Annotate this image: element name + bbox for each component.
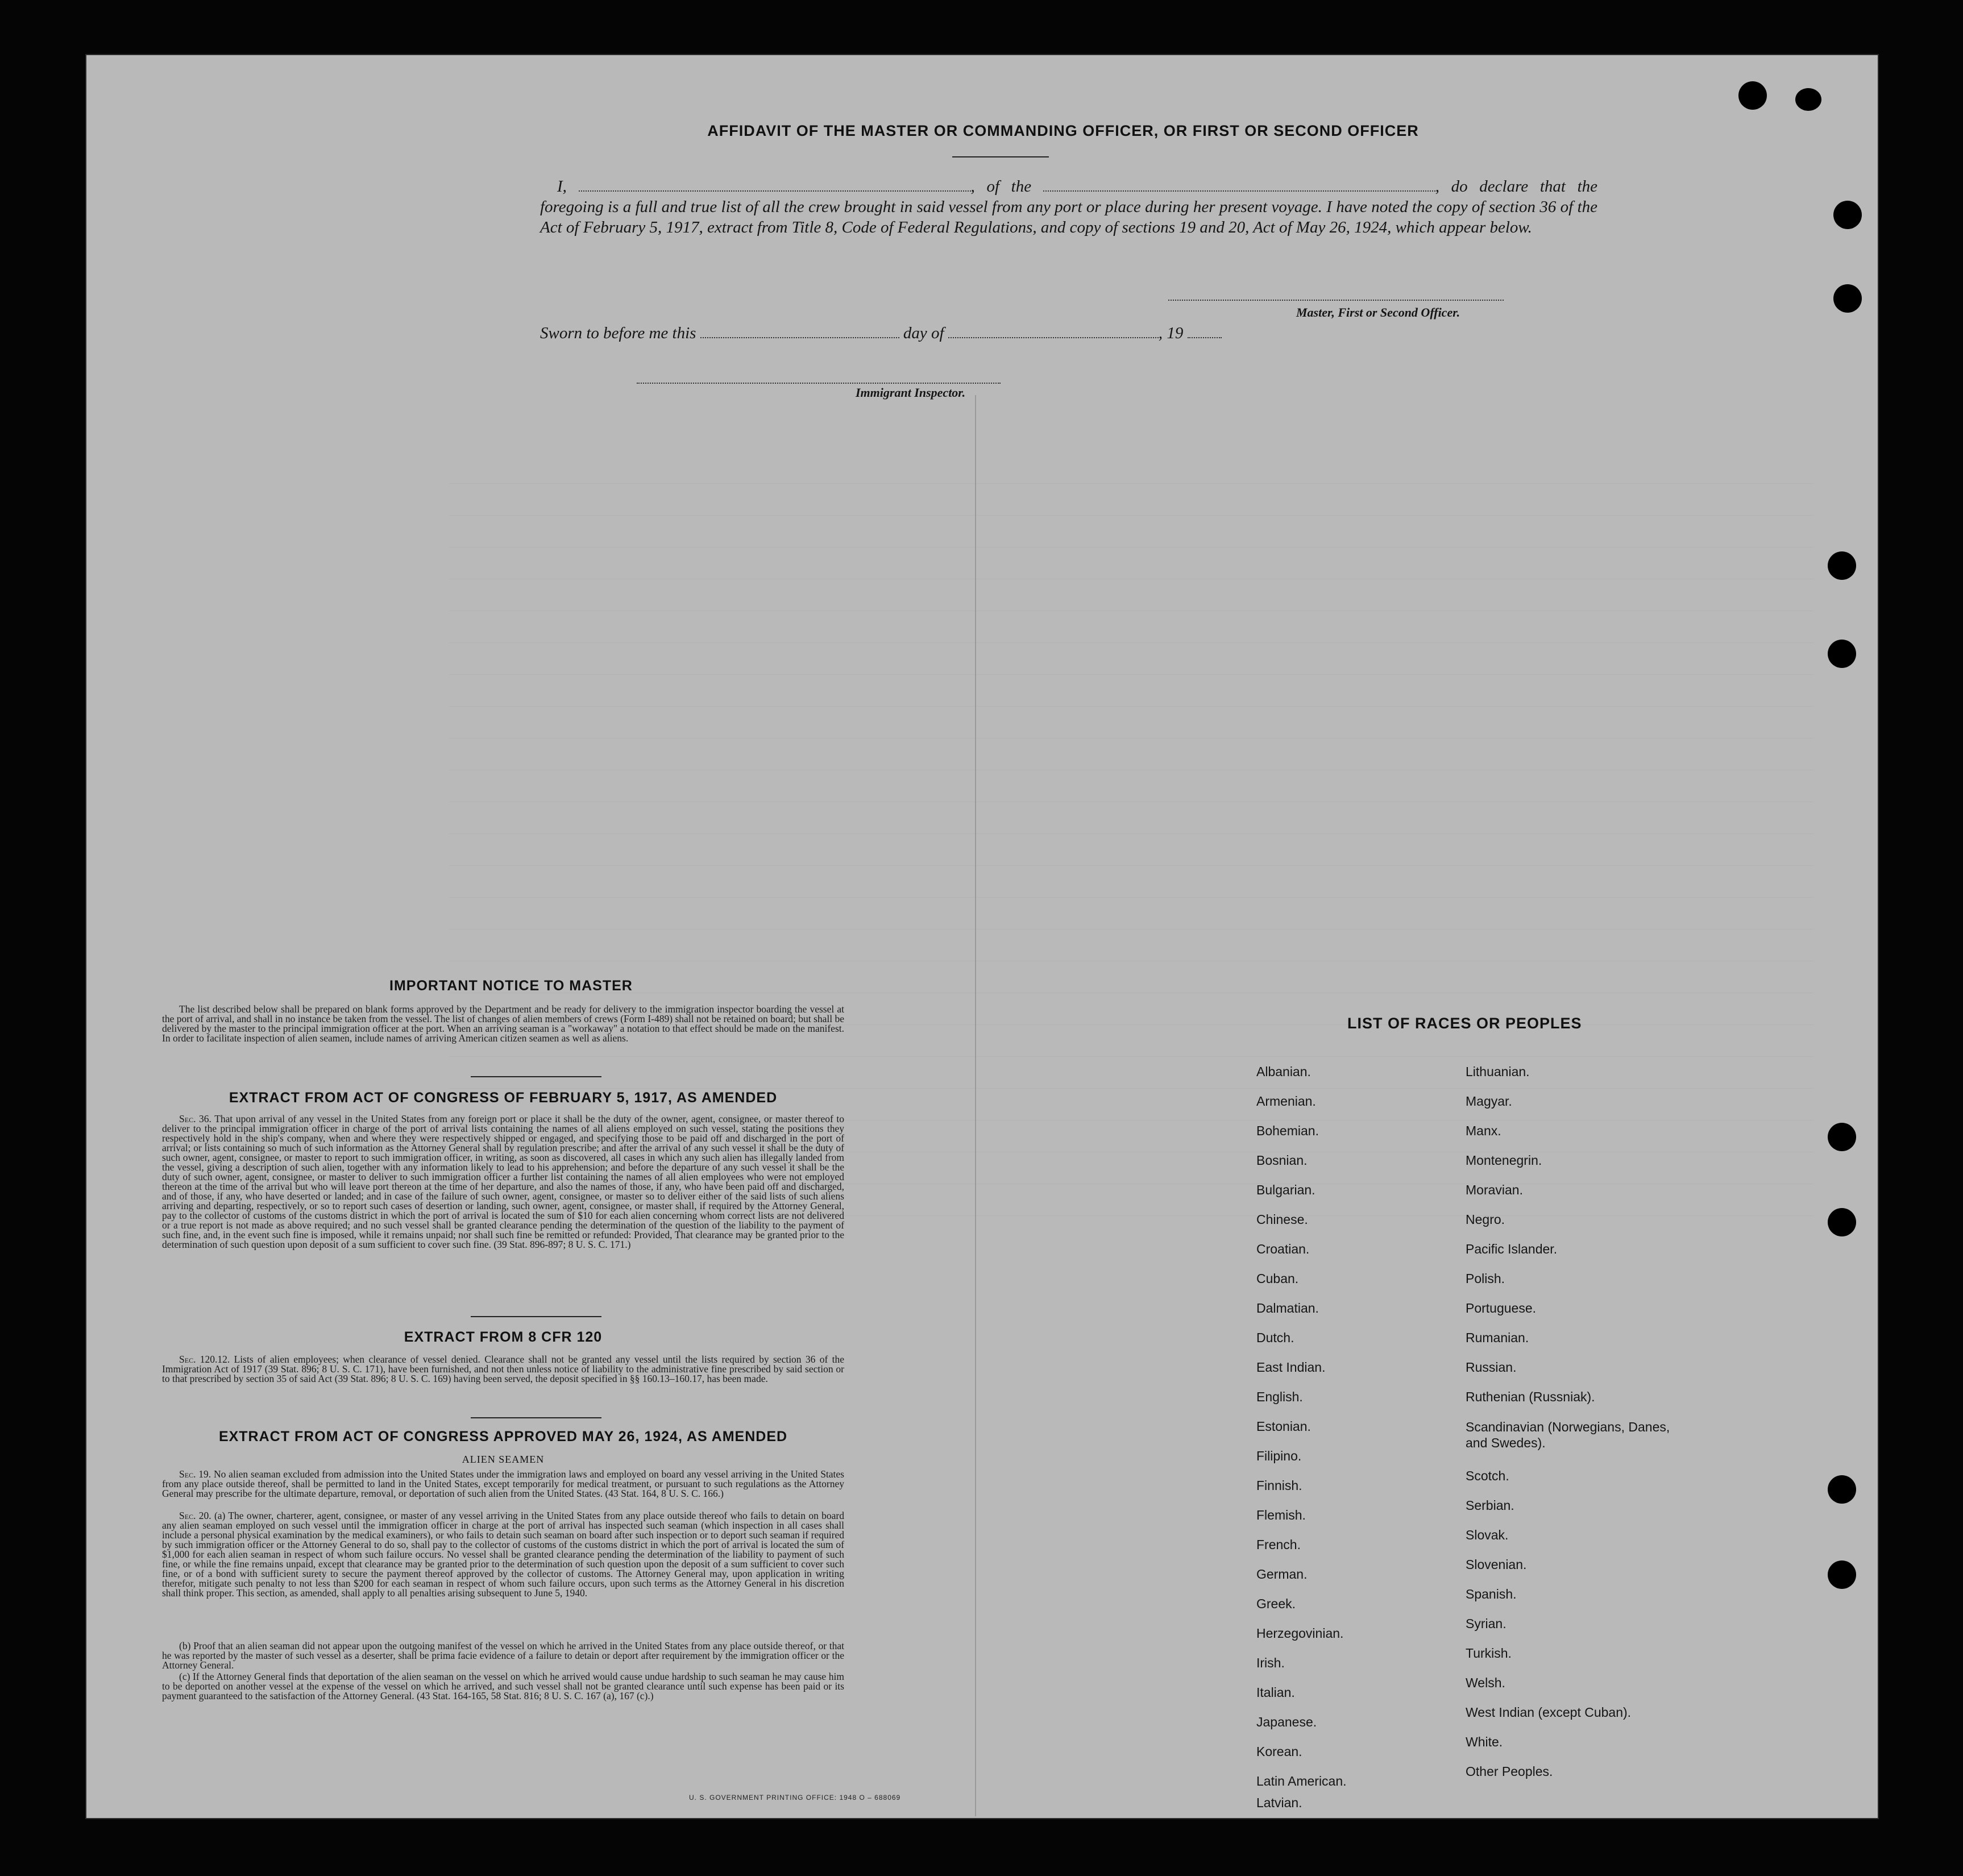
race-item: Lithuanian.: [1466, 1064, 1530, 1079]
inspector-caption: Immigrant Inspector.: [856, 385, 966, 400]
race-item: Dutch.: [1256, 1330, 1294, 1345]
race-item: Moravian.: [1466, 1182, 1523, 1197]
race-item: Flemish.: [1256, 1508, 1306, 1522]
sec-120-label: Sec. 120.12.: [179, 1354, 230, 1365]
race-item: Manx.: [1466, 1123, 1501, 1138]
divider-rule: [471, 1076, 601, 1077]
sec-19-label: Sec. 19.: [179, 1468, 211, 1480]
race-item: Albanian.: [1256, 1064, 1311, 1079]
binder-hole: [1828, 1123, 1856, 1151]
binder-hole: [1738, 81, 1767, 110]
race-item: Spanish.: [1466, 1587, 1517, 1601]
race-item: Slovak.: [1466, 1528, 1509, 1542]
race-item: Syrian.: [1466, 1616, 1507, 1631]
printer-line: U. S. GOVERNMENT PRINTING OFFICE: 1948 O – 688069: [689, 1794, 901, 1802]
sworn-day-field[interactable]: [700, 327, 899, 338]
race-item: Latin American.: [1256, 1774, 1347, 1788]
race-item: Bosnian.: [1256, 1153, 1308, 1168]
race-item: Pacific Islander.: [1466, 1242, 1558, 1256]
race-item: English.: [1256, 1389, 1303, 1404]
sworn-year: , 19: [1158, 324, 1184, 342]
race-item: Scotch.: [1466, 1468, 1509, 1483]
decl-of-the: , of the: [970, 177, 1032, 196]
race-item: White.: [1466, 1734, 1503, 1749]
sec-20-label: Sec. 20.: [179, 1510, 211, 1521]
race-item: Rumanian.: [1466, 1330, 1529, 1345]
master-caption: Master, First or Second Officer.: [1296, 305, 1460, 319]
binder-hole: [1833, 284, 1862, 313]
binder-hole: [1828, 1208, 1856, 1236]
divider-rule: [471, 1316, 601, 1317]
race-item: Negro.: [1466, 1212, 1505, 1227]
binder-hole: [1795, 88, 1821, 111]
sworn-prefix: Sworn to before me this: [540, 324, 696, 342]
race-item: Other Peoples.: [1466, 1764, 1553, 1779]
extract-cfr-title: EXTRACT FROM 8 CFR 120: [404, 1329, 603, 1345]
sec-19-text: No alien seaman excluded from admission into the United States under the immigration laws and employed on board any vessel arriving in the United States from any place outside thereof, shall be permitted to land in the United States, except temporarily for medical treatment, or pursuant to such regulations as the Attorney General may prescribe for the ultimate departure, removal, or deportation of such alien from the United States. (43 Stat. 164, 8 U. S. C. 166.): [162, 1468, 844, 1499]
race-item: Irish.: [1256, 1655, 1285, 1670]
extract-1917-text: [162, 1114, 844, 1250]
affidavit-title: AFFIDAVIT OF THE MASTER OR COMMANDING OFFICER, OR FIRST OR SECOND OFFICER: [707, 122, 1419, 139]
race-item: Slovenian.: [1466, 1557, 1527, 1572]
race-item: Bulgarian.: [1256, 1182, 1315, 1197]
sec-20a-text: (a) The owner, charterer, agent, consignee, or master of any vessel arriving in the United States from any place outside thereof who fails to detain on board any alien seaman employed on such vessel until the immigration officer in charge at the port of arrival has inspected such seaman (which inspection in all cases shall include a personal physical examination by the medical examiners), or who fails to detain such seaman on board after such inspection or to deport such seaman if required by such immigration officer or the Attorney General to do so, shall pay to the collector of customs of the customs district in which the port of arrival is located the sum of $1,000 for each alien seaman in respect of whom such failure occurs. No vessel shall be granted clearance pending the determination of the liability to payment of such fine, or while the fine remains unpaid, except that clearance may be granted prior to the determination of such question upon the deposit of a sum sufficient to cover such fine, or of a bond with sufficient surety to secure the payment thereof approved by the collector of customs. The Attorney General may, upon application in writing therefor, mitigate such penalty to not less than $200 for each seaman in respect of whom such failure occurs, upon such terms as the Attorney General in his discretion shall think proper. This section, as amended, shall apply to all penalties arising subsequent to June 5, 1940.: [162, 1510, 844, 1599]
form-sheet: [85, 54, 1879, 1819]
sec-36-label: Sec. 36.: [179, 1113, 211, 1124]
race-item: Italian.: [1256, 1685, 1295, 1700]
race-item: Scandinavian (Norwegians, Danes, and Swedes).: [1466, 1420, 1670, 1450]
race-item: East Indian.: [1256, 1360, 1326, 1375]
notice-title: IMPORTANT NOTICE TO MASTER: [389, 978, 633, 994]
inspector-signature-line[interactable]: [637, 383, 1001, 384]
extract-cfr-text: [162, 1355, 844, 1384]
extract-1917-title: EXTRACT FROM ACT OF CONGRESS OF FEBRUARY 5, 1917, AS AMENDED: [229, 1090, 778, 1106]
extract-1924-title: EXTRACT FROM ACT OF CONGRESS APPROVED MAY 26, 1924, AS AMENDED: [218, 1429, 788, 1445]
binder-hole: [1833, 201, 1862, 229]
race-item: Cuban.: [1256, 1271, 1299, 1286]
vessel-field[interactable]: [1043, 180, 1435, 192]
races-title: LIST OF RACES OR PEOPLES: [1347, 1015, 1582, 1032]
center-fold: [975, 395, 976, 1816]
decl-do-declare: , do declare: [1435, 177, 1529, 196]
decl-body: that the foregoing is a full and true list of all the crew brought in said vessel from any port or place during her present voyage. I have noted the copy of section 36 of the Act of February 5, 1917, extract from Title 8, Code of Federal Regulations, and copy of sections 19 and 20, Act of May 26, 1924, which appear below.: [540, 177, 1598, 236]
sec-20b-paragraph: (b) Proof that an alien seaman did not appear upon the outgoing manifest of the vessel on which he arrived in the United States from any place outside thereof, or that he was reported by the master of such vessel as a deserter, shall be prima facie evidence of a failure to detain or deport after requirement by the immigration officer or the Attorney General.: [162, 1640, 844, 1671]
race-item: Russian.: [1466, 1360, 1517, 1375]
sec-36-text: That upon arrival of any vessel in the United States from any foreign port or place it shall be the duty of the owner, agent, consignee, or master thereof to deliver to the principal immigration officer in charge of the port of arrival lists containing the names of all aliens employed on such vessel, stating the positions they respectively hold in the ship's company, when and where they were respectively shipped or engaged, and specifying those to be paid off and discharged in the port of arrival; or lists containing so much of such information as the Attorney General shall by regulation prescribe; and after the arrival of any such vessel it shall be the duty of such owner, agent, consignee, or master to report to such immigration officer, in writing, as soon as discovered, all cases in which any such alien has illegally landed from the vessel, giving a description of such alien, together with any information likely to lead to his apprehension; and before the departure of any such vessel it shall be the duty of such owner, agent, consignee, or master to deliver to such immigration officer a further list containing the names of all alien employees who were not employed thereon at the time of the arrival but who will leave port thereon at the time of her departure, and also the names of those, if any, who have been paid off and discharged, and of those, if any, who have deserted or landed; and in case of the failure of such owner, agent, consignee, or master so to deliver either of the said lists of such aliens arriving and departing, respectively, or so to report such cases of desertion or landing, such owner, agent, consignee, or master shall, if required by the Attorney General, pay to the collector of customs of the customs district in which the port of arrival is located the sum of $10 for each alien concerning whom correct lists are not delivered or a true report is not made as above required; and no such vessel shall be granted clearance pending the determination of the question of the liability to the payment of such fine, and, in the event such fine is imposed, while it remains unpaid; nor shall such fine be remitted or refunded: Provided, That clearance may be granted prior to the determination of such question upon deposit of a sum sufficient to cover such fine. (39 Stat. 896-897; 8 U. S. C. 171.): [162, 1113, 844, 1250]
race-item: Korean.: [1256, 1744, 1302, 1759]
divider-rule: [471, 1417, 601, 1418]
race-item: French.: [1256, 1537, 1301, 1552]
race-item: Estonian.: [1256, 1419, 1311, 1434]
race-item: Greek.: [1256, 1596, 1296, 1611]
sec-19-paragraph: [162, 1470, 844, 1499]
race-item: Dalmatian.: [1256, 1301, 1319, 1315]
race-item: Polish.: [1466, 1271, 1505, 1286]
race-item: Armenian.: [1256, 1094, 1316, 1109]
sec-20a-paragraph: [162, 1511, 844, 1598]
race-item: Finnish.: [1256, 1478, 1302, 1493]
sworn-line: [540, 324, 1222, 343]
sec-120-text: Lists of alien employees; when clearance of vessel denied. Clearance shall not be granted any vessel until the lists required by section 36 of the Immigration Act of 1917 (39 Stat. 896; 8 U. S. C. 171), have been furnished, and not then unless notice of liability to the administrative fine prescribed by said section or to that prescribed by section 35 of said Act (39 Stat. 896; 8 U. S. C. 169) having been served, the deposit specified in §§ 160.13–160.17, has been made.: [162, 1354, 844, 1384]
decl-i: I,: [557, 177, 567, 196]
race-item: West Indian (except Cuban).: [1466, 1705, 1632, 1720]
race-item: German.: [1256, 1567, 1308, 1582]
sworn-day-of: day of: [903, 324, 944, 342]
master-signature-line[interactable]: [1168, 300, 1504, 301]
binder-hole: [1828, 551, 1856, 580]
race-item: Croatian.: [1256, 1242, 1310, 1256]
name-field[interactable]: [579, 180, 971, 192]
binder-hole: [1828, 1475, 1856, 1504]
race-item: Magyar.: [1466, 1094, 1512, 1109]
race-item: Montenegrin.: [1466, 1153, 1542, 1168]
sec-20c-paragraph: (c) If the Attorney General finds that deportation of the alien seaman on the vessel on which he arrived would cause undue hardship to such seaman he may cause him to be deported on another vessel at the expense of the vessel on which he arrived, and such vessel shall not be granted clearance until such expense has been paid or its payment guaranteed to the satisfaction of the Attorney General. (43 Stat. 164-165, 58 Stat. 816; 8 U. S. C. 167 (a), 167 (c).): [162, 1671, 844, 1701]
extract-1924-subtitle: ALIEN SEAMEN: [462, 1454, 545, 1465]
race-item: Chinese.: [1256, 1212, 1308, 1227]
race-item: Filipino.: [1256, 1448, 1302, 1463]
sworn-year-field[interactable]: [1188, 327, 1222, 338]
binder-hole: [1828, 1560, 1856, 1589]
race-item: Herzegovinian.: [1256, 1626, 1344, 1641]
race-item: Portuguese.: [1466, 1301, 1537, 1315]
race-item: Turkish.: [1466, 1646, 1512, 1661]
race-item: Bohemian.: [1256, 1123, 1319, 1138]
race-item: Welsh.: [1466, 1675, 1505, 1690]
sworn-month-field[interactable]: [948, 327, 1159, 338]
binder-hole: [1828, 640, 1856, 668]
race-item: Serbian.: [1466, 1498, 1514, 1513]
declaration-text: [540, 176, 1597, 238]
race-item: Japanese.: [1256, 1715, 1317, 1729]
title-rule: [952, 156, 1049, 157]
notice-text: The list described below shall be prepared on blank forms approved by the Department and be ready for delivery to the immigration inspector boarding the vessel at the port of arrival, and shall in no instance be taken from the vessel. The list of changes of alien members of crews (Form I-489) shall not be retained on board; but shall be delivered by the master to the principal immigration officer at the port. When an arriving seaman is a "workaway" a notation to that effect should be made on the manifest. In order to facilitate inspection of alien seamen, include names of arriving American citizen seamen as well as aliens.: [162, 1003, 844, 1044]
race-item: Ruthenian (Russniak).: [1466, 1389, 1595, 1404]
race-item: Latvian.: [1256, 1795, 1302, 1810]
